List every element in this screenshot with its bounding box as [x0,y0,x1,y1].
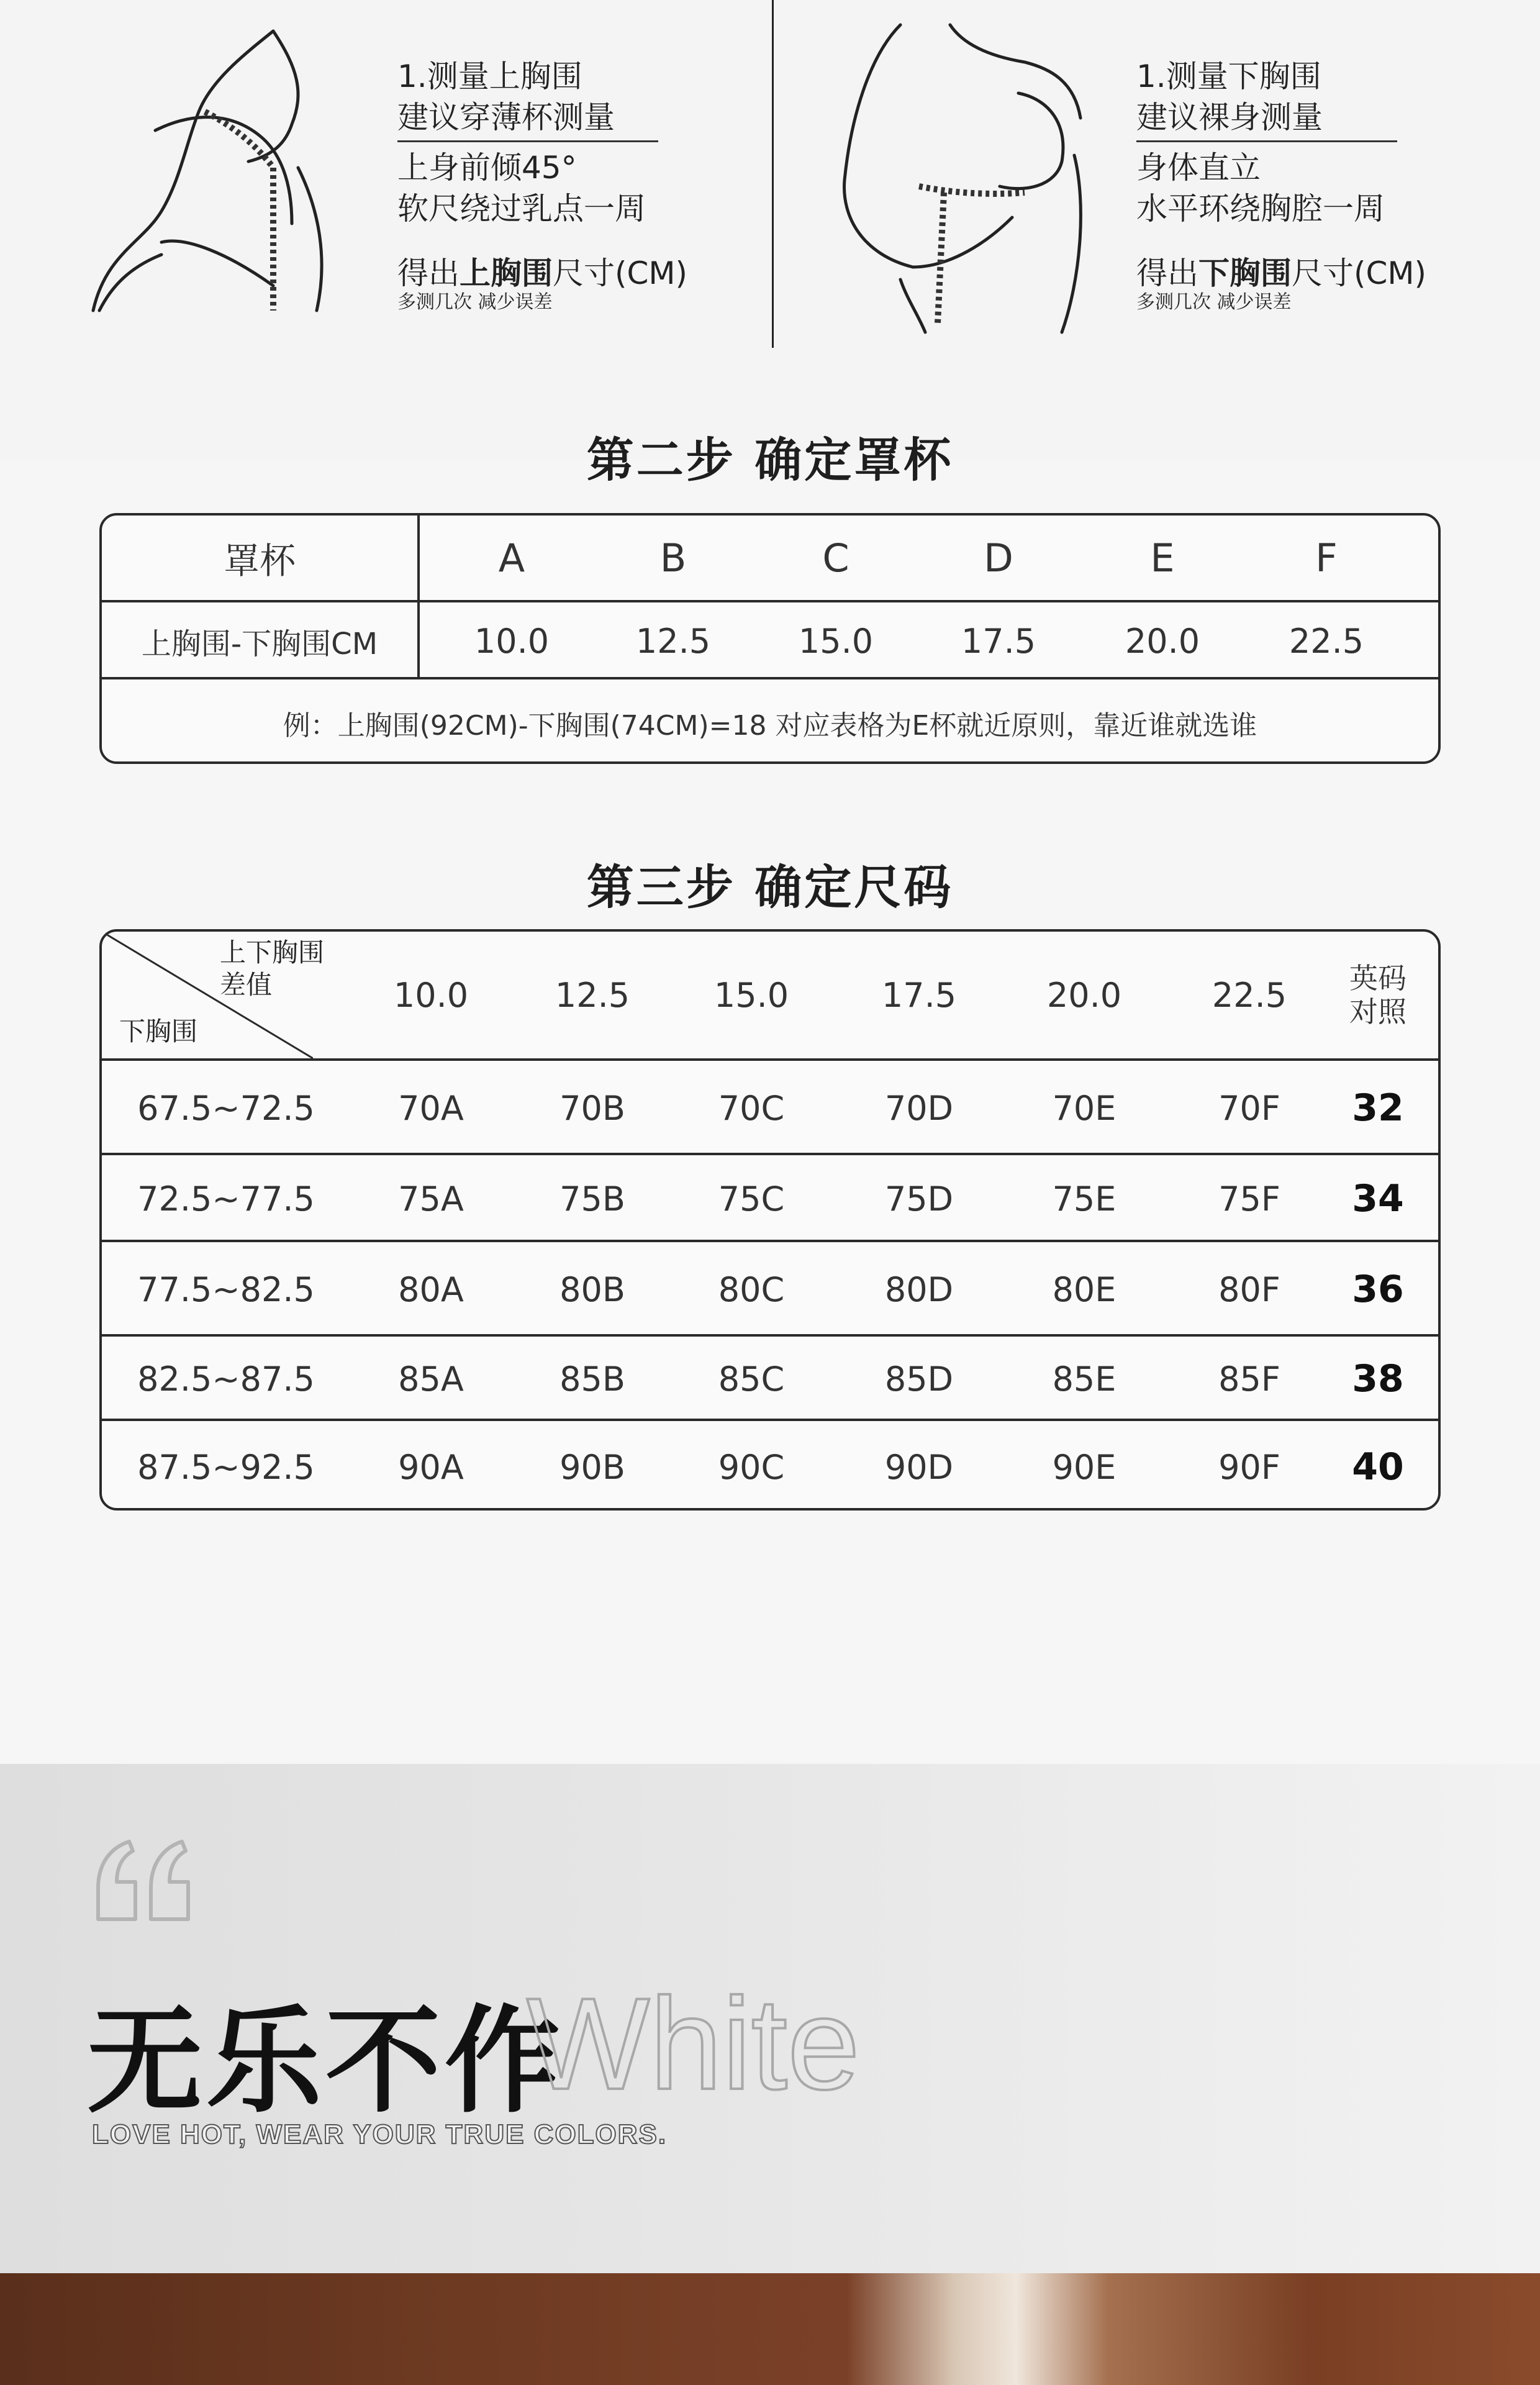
diff-f: 22.5 [1289,621,1364,661]
measure-instructions [0,0,1540,460]
size-cell: 80D [884,1270,954,1309]
diff-a: 10.0 [474,621,550,661]
column-divider [417,602,420,679]
under-bust-title: 1.测量下胸围 [1136,58,1321,94]
diff-label: 上胸围-下胸围CM [141,626,378,661]
size-cell: 80F [1218,1270,1280,1309]
product-photo-preview [0,2273,1540,2385]
upper-bust-desc1: 上身前倾45° [397,150,577,186]
size-cell: 90E [1052,1447,1116,1487]
size-cell: 75E [1052,1179,1116,1219]
header-diff-6: 22.5 [1212,975,1287,1015]
upper-bust-title: 1.测量上胸围 [397,58,582,94]
size-cell: 90C [718,1447,785,1487]
step3-title: 第三步 确定尺码 [586,860,954,915]
header-diff-2: 12.5 [555,975,630,1015]
table-row [102,1058,1438,1155]
size-cell: 70A [398,1088,464,1128]
size-cell: 75B [559,1179,625,1219]
underbust-range: 77.5~82.5 [137,1270,315,1309]
column-divider [417,516,420,600]
result-prefix: 得出 [1136,255,1198,291]
result-suffix: 尺寸(CM) [553,255,688,291]
cup-d: D [984,535,1013,581]
upper-bust-measure-illustration [87,19,379,335]
size-cell: 70B [559,1088,625,1128]
uk-header-line2: 对照 [1349,995,1406,1029]
size-cell: 90A [398,1447,464,1487]
brand-name-chinese: 无乐不作 [87,1992,564,2128]
size-cell: 70F [1218,1088,1280,1128]
diff-b: 12.5 [635,621,711,661]
uk-header-line1: 英码 [1349,961,1406,995]
size-cell: 85D [884,1359,954,1399]
size-cell: 75D [884,1179,954,1219]
size-cell: 75A [398,1179,464,1219]
size-cell: 85C [718,1359,785,1399]
size-chart-table [99,929,1441,1510]
underbust-range: 67.5~72.5 [137,1088,315,1128]
step2-title: 第二步 确定罩杯 [586,432,954,488]
upper-bust-note: 多测几次 减少误差 [397,291,553,313]
table-row [102,1334,1438,1421]
divider-line [397,140,658,142]
size-cell: 90D [884,1447,954,1487]
underbust-range: 82.5~87.5 [137,1359,315,1399]
size-cell: 80E [1052,1270,1116,1309]
result-suffix: 尺寸(CM) [1292,255,1427,291]
cup-c: C [822,535,849,581]
cup-f: F [1315,535,1338,581]
uk-size-value: 36 [1352,1268,1404,1311]
header-diff-1: 10.0 [393,975,469,1015]
uk-size-value: 38 [1352,1357,1404,1401]
cup-example-text: 例：上胸围(92CM)-下胸围(74CM)=18 对应表格为E杯就近原则，靠近谁就选谁 [283,710,1257,742]
table-row [102,1240,1438,1337]
under-bust-note: 多测几次 减少误差 [1136,291,1292,313]
size-cell: 70E [1052,1088,1116,1128]
cup-a: A [498,535,525,581]
cup-header-row [102,516,1438,600]
brand-tagline: LOVE HOT, WEAR YOUR TRUE COLORS. [92,2119,668,2150]
size-cell: 85E [1052,1359,1116,1399]
size-cell: 90B [559,1447,625,1487]
size-cell: 80C [718,1270,785,1309]
table-row [102,1153,1438,1242]
under-bust-result [1136,253,1426,294]
result-bold: 上胸围 [460,255,553,291]
diff-e: 20.0 [1125,621,1200,661]
uk-size-header [1319,932,1437,1058]
corner-top-line2: 差值 [220,970,273,1000]
upper-bust-result [397,253,687,294]
result-bold: 下胸围 [1198,255,1292,291]
cup-e: E [1150,535,1175,581]
underbust-range: 72.5~77.5 [137,1179,315,1219]
size-cell: 90F [1218,1447,1280,1487]
size-cell: 85F [1218,1359,1280,1399]
under-bust-subtitle: 建议裸身测量 [1136,99,1323,135]
size-cell: 75C [718,1179,785,1219]
cup-size-table [99,513,1441,764]
upper-bust-desc2: 软尺绕过乳点一周 [397,191,646,227]
size-cell: 80A [398,1270,464,1309]
size-cell: 70C [718,1088,785,1128]
cup-diff-row [102,600,1438,679]
underbust-range: 87.5~92.5 [137,1447,315,1487]
corner-top-label [220,937,324,1001]
uk-size-value: 34 [1352,1177,1404,1220]
under-bust-measure-illustration [813,19,1112,335]
size-cell: 85A [398,1359,464,1399]
corner-top-line1: 上下胸围 [220,937,325,968]
size-header-row [102,932,1438,1058]
table-row [102,1419,1438,1510]
corner-bottom-label: 下胸围 [119,1016,198,1047]
under-bust-desc2: 水平环绕胸腔一周 [1136,191,1385,227]
size-cell: 75F [1218,1179,1280,1219]
header-diff-5: 20.0 [1046,975,1122,1015]
double-quote-icon [92,1838,197,1925]
cup-example-row [102,677,1438,764]
size-cell: 80B [559,1270,625,1309]
diff-d: 17.5 [961,621,1036,661]
vertical-divider [772,0,774,348]
cup-b: B [659,535,687,581]
under-bust-desc1: 身体直立 [1136,150,1261,186]
divider-line [1136,140,1397,142]
size-cell: 85B [559,1359,625,1399]
cup-header-label: 罩杯 [223,540,296,582]
header-diff-4: 17.5 [881,975,957,1015]
diff-c: 15.0 [798,621,874,661]
size-cell: 70D [884,1088,954,1128]
result-prefix: 得出 [397,255,460,291]
upper-bust-subtitle: 建议穿薄杯测量 [397,99,615,135]
header-diff-3: 15.0 [713,975,789,1015]
uk-size-value: 32 [1352,1086,1404,1130]
under-bust-instructions [1136,56,1426,315]
upper-bust-instructions [397,56,687,315]
uk-size-value: 40 [1352,1445,1404,1489]
brand-name-english: White [527,1971,860,2117]
